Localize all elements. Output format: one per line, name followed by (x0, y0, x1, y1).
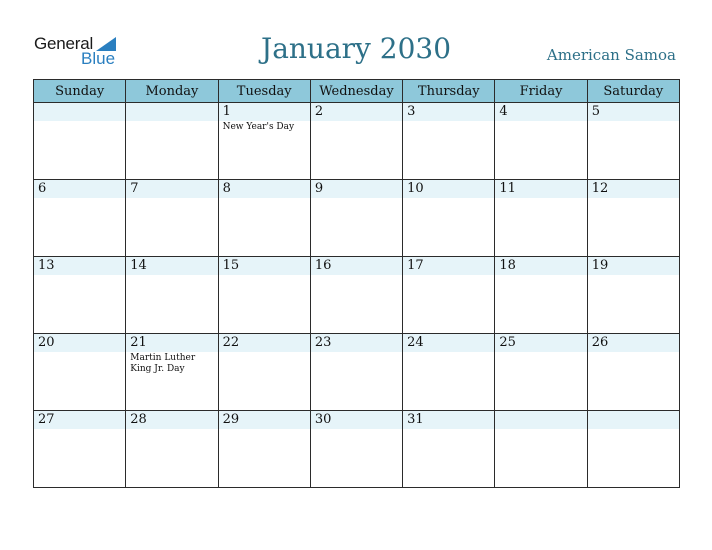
day-cell (310, 180, 402, 257)
day-cell-band (219, 103, 310, 121)
weekday-header: Thursday (403, 80, 495, 103)
day-cell-band (495, 411, 586, 429)
day-number: 29 (222, 412, 240, 427)
day-cell (495, 334, 587, 411)
day-cell (587, 411, 679, 488)
day-cell (126, 257, 218, 334)
day-number: 2 (314, 104, 324, 119)
day-number: 24 (407, 335, 424, 350)
weekday-header-row (34, 80, 680, 103)
day-cell-band (311, 103, 402, 121)
day-number: 31 (407, 412, 424, 427)
day-cell (34, 257, 126, 334)
day-cell-band (311, 180, 402, 198)
day-number: 20 (38, 335, 55, 350)
weekday-header: Tuesday (218, 80, 310, 103)
day-cell (495, 257, 587, 334)
day-cell (218, 257, 310, 334)
region-label: American Samoa (546, 46, 676, 64)
day-cell (403, 411, 495, 488)
day-number: 13 (38, 258, 55, 273)
day-cell (218, 334, 310, 411)
holiday-label: New Year's Day (222, 122, 295, 132)
day-number: 7 (130, 181, 139, 196)
day-cell-band (34, 180, 125, 198)
week-row (34, 103, 680, 180)
weekday-header: Saturday (587, 80, 679, 103)
day-cell (126, 411, 218, 488)
day-number: 8 (222, 181, 231, 196)
day-cell (403, 257, 495, 334)
day-number: 27 (38, 412, 55, 427)
day-cell-band (495, 103, 586, 121)
calendar-title: January 2030 (260, 32, 452, 65)
day-cell (34, 103, 126, 180)
day-number: 28 (130, 412, 147, 427)
week-row (34, 180, 680, 257)
day-number: 5 (591, 104, 600, 119)
day-number: 1 (222, 104, 231, 119)
day-number: 18 (499, 258, 516, 273)
weekday-header: Wednesday (310, 80, 402, 103)
day-number: 10 (407, 181, 424, 196)
day-cell-band (34, 103, 125, 121)
day-cell (495, 411, 587, 488)
week-row (34, 334, 680, 411)
day-cell (34, 334, 126, 411)
day-number: 15 (222, 258, 240, 273)
day-number: 14 (130, 258, 147, 273)
day-cell (310, 103, 402, 180)
logo-text-blue: Blue (81, 49, 116, 68)
day-number: 16 (314, 258, 332, 273)
day-cell (126, 180, 218, 257)
day-number: 9 (314, 181, 324, 196)
day-cell (403, 103, 495, 180)
day-number: 30 (314, 412, 332, 427)
day-cell (495, 180, 587, 257)
day-cell (218, 103, 310, 180)
day-number: 4 (499, 104, 508, 119)
day-cell (218, 180, 310, 257)
day-cell (34, 411, 126, 488)
day-number: 11 (499, 181, 516, 196)
day-cell (403, 180, 495, 257)
day-cell (495, 103, 587, 180)
day-number: 3 (407, 104, 416, 119)
day-number: 25 (499, 335, 516, 350)
day-number: 23 (314, 335, 332, 350)
day-cell (126, 103, 218, 180)
day-number: 12 (591, 181, 609, 196)
day-number: 22 (222, 335, 240, 350)
day-cell (403, 334, 495, 411)
day-cell-band (126, 103, 217, 121)
day-cell-band (126, 180, 217, 198)
week-row (34, 411, 680, 488)
logo-text-general: General (34, 34, 94, 53)
day-cell (126, 334, 218, 411)
day-number: 19 (591, 258, 609, 273)
day-cell (310, 257, 402, 334)
day-cell (587, 103, 679, 180)
weekday-header: Friday (495, 80, 587, 103)
day-cell (587, 334, 679, 411)
day-cell (310, 334, 402, 411)
day-number: 21 (130, 335, 147, 350)
holiday-label: Martin Luther King Jr. Day (130, 353, 196, 374)
day-number: 17 (407, 258, 424, 273)
day-number: 6 (38, 181, 47, 196)
day-cell-band (588, 103, 679, 121)
day-cell (218, 411, 310, 488)
day-cell (587, 257, 679, 334)
day-cell (587, 180, 679, 257)
weekday-header: Sunday (34, 80, 126, 103)
calendar-grid (33, 79, 680, 488)
day-cell (310, 411, 402, 488)
weekday-header: Monday (126, 80, 218, 103)
day-cell-band (219, 180, 310, 198)
day-number: 26 (591, 335, 609, 350)
day-cell (34, 180, 126, 257)
day-cell-band (403, 103, 494, 121)
week-row (34, 257, 680, 334)
day-cell-band (588, 411, 679, 429)
